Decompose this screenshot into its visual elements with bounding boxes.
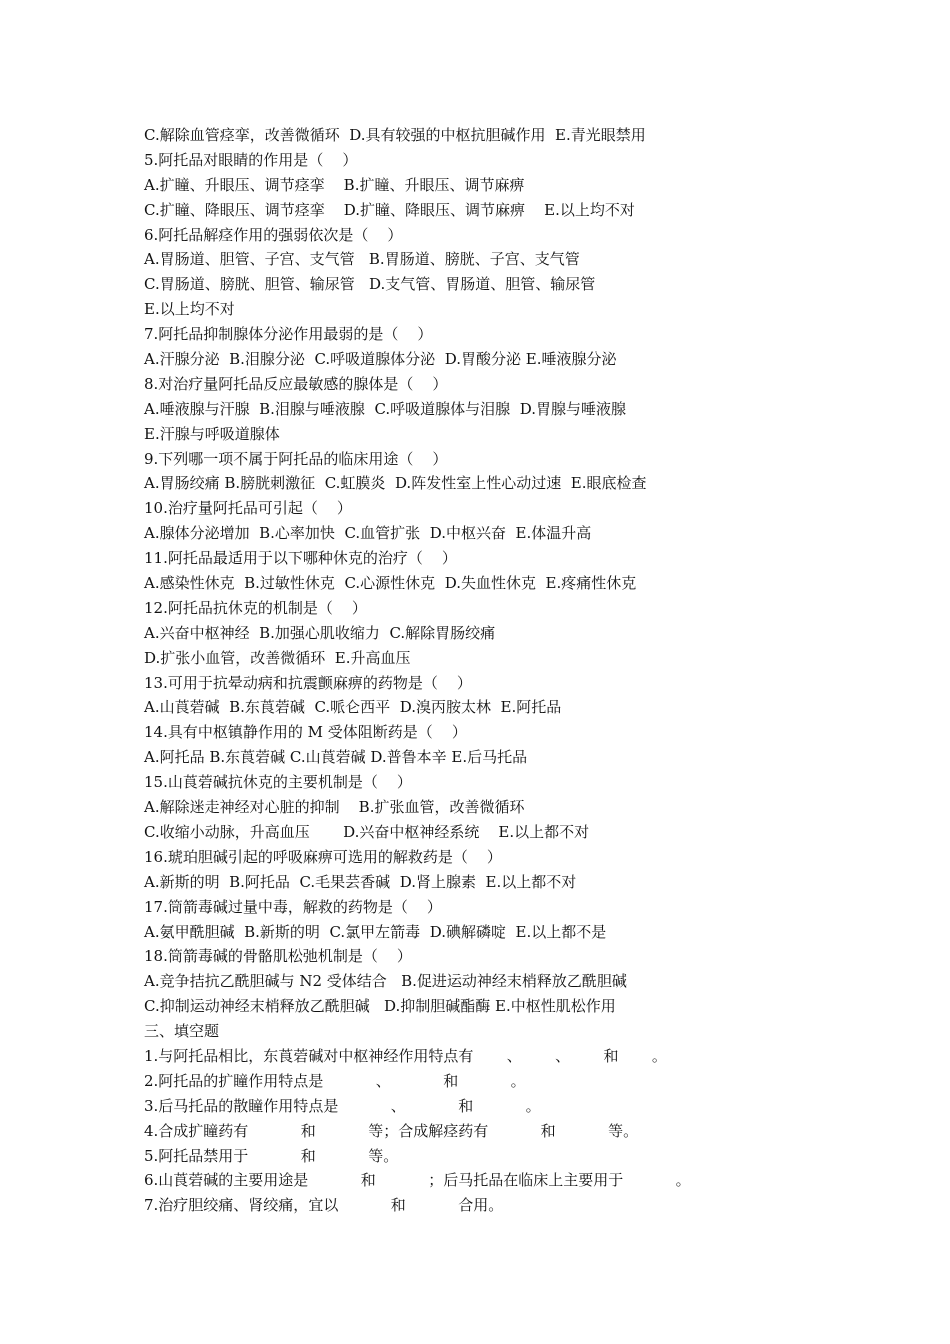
option-line: A.解除迷走神经对心脏的抑制 B.扩张血管，改善微循环	[144, 798, 525, 817]
option-line: A.阿托品 B.东莨菪碱 C.山莨菪碱 D.普鲁本辛 E.后马托品	[144, 748, 528, 767]
fill-blank-line: 3.后马托品的散瞳作用特点是 、 和 。	[144, 1096, 541, 1115]
question-line: 18.筒箭毒碱的骨骼肌松弛机制是（ ）	[144, 947, 412, 966]
option-line: A.氨甲酰胆碱 B.新斯的明 C.氯甲左箭毒 D.碘解磷啶 E.以上都不是	[144, 922, 607, 941]
option-line: C.抑制运动神经末梢释放乙酰胆碱 D.抑制胆碱酯酶 E.中枢性肌松作用	[144, 997, 616, 1016]
option-line: E.以上均不对	[144, 300, 235, 319]
option-line: C.扩瞳、降眼压、调节痉挛 D.扩瞳、降眼压、调节麻痹 E.以上均不对	[144, 200, 635, 219]
option-line: A.扩瞳、升眼压、调节痉挛 B.扩瞳、升眼压、调节麻痹	[144, 175, 525, 194]
fill-blank-line: 4.合成扩瞳药有 和 等；合成解痉药有 和 等。	[144, 1121, 639, 1140]
fill-blank-line: 6.山莨菪碱的主要用途是 和 ；后马托品在临床上主要用于 。	[144, 1171, 691, 1190]
fill-blank-line: 1.与阿托品相比，东莨菪碱对中枢神经作用特点有 、 、 和 。	[144, 1046, 667, 1065]
question-line: 15.山莨菪碱抗休克的主要机制是（ ）	[144, 773, 412, 792]
section-heading: 三、填空题	[144, 1022, 220, 1041]
option-line: A.胃肠道、胆管、子宫、支气管 B.胃肠道、膀胱、子宫、支气管	[144, 250, 580, 269]
option-line: A.竞争拮抗乙酰胆碱与 N2 受体结合 B.促进运动神经末梢释放乙酰胆碱	[144, 972, 627, 991]
question-line: 14.具有中枢镇静作用的 M 受体阻断药是（ ）	[144, 723, 467, 742]
question-line: 8.对治疗量阿托品反应最敏感的腺体是（ ）	[144, 374, 448, 393]
question-line: 9.下列哪一项不属于阿托品的临床用途（ ）	[144, 449, 448, 468]
option-line: C.收缩小动脉，升高血压 D.兴奋中枢神经系统 E.以上都不对	[144, 822, 590, 841]
option-line: A.汗腺分泌 B.泪腺分泌 C.呼吸道腺体分泌 D.胃酸分泌 E.唾液腺分泌	[144, 350, 617, 369]
question-line: 12.阿托品抗休克的机制是（ ）	[144, 598, 367, 617]
option-line: A.胃肠绞痛 B.膀胱刺激征 C.虹膜炎 D.阵发性室上性心动过速 E.眼底检查	[144, 474, 647, 493]
option-line: A.感染性休克 B.过敏性休克 C.心源性休克 D.失血性休克 E.疼痛性休克	[144, 574, 637, 593]
question-line: 13.可用于抗晕动病和抗震颤麻痹的药物是（ ）	[144, 673, 472, 692]
question-line: 11.阿托品最适用于以下哪种休克的治疗（ ）	[144, 549, 457, 568]
document-page	[144, 123, 924, 1218]
option-line: C.解除血管痉挛，改善微循环 D.具有较强的中枢抗胆碱作用 E.青光眼禁用	[144, 126, 646, 144]
fill-blank-line: 5.阿托品禁用于 和 等。	[144, 1146, 399, 1165]
question-line: 16.琥珀胆碱引起的呼吸麻痹可选用的解救药是（ ）	[144, 847, 502, 866]
fill-blank-line: 7.治疗胆绞痛、肾绞痛，宜以 和 合用。	[144, 1196, 504, 1215]
option-line: A.兴奋中枢神经 B.加强心肌收缩力 C.解除胃肠绞痛	[144, 623, 496, 642]
question-line: 17.筒箭毒碱过量中毒，解救的药物是（ ）	[144, 897, 442, 916]
option-line: A.腺体分泌增加 B.心率加快 C.血管扩张 D.中枢兴奋 E.体温升高	[144, 524, 592, 543]
question-line: 5.阿托品对眼睛的作用是（ ）	[144, 150, 358, 169]
option-line: A.山莨菪碱 B.东莨菪碱 C.哌仑西平 D.溴丙胺太林 E.阿托品	[144, 698, 562, 717]
option-line: A.新斯的明 B.阿托品 C.毛果芸香碱 D.肾上腺素 E.以上都不对	[144, 872, 577, 891]
option-line: A.唾液腺与汗腺 B.泪腺与唾液腺 C.呼吸道腺体与泪腺 D.胃腺与唾液腺	[144, 399, 626, 418]
question-line: 7.阿托品抑制腺体分泌作用最弱的是（ ）	[144, 325, 433, 344]
question-line: 10.治疗量阿托品可引起（ ）	[144, 499, 352, 518]
question-line: 6.阿托品解痉作用的强弱依次是（ ）	[144, 225, 403, 244]
option-line: C.胃肠道、膀胱、胆管、输尿管 D.支气管、胃肠道、胆管、输尿管	[144, 275, 596, 294]
option-line: E.汗腺与呼吸道腺体	[144, 424, 280, 443]
option-line: D.扩张小血管，改善微循环 E.升高血压	[144, 648, 411, 667]
fill-blank-line: 2.阿托品的扩瞳作用特点是 、 和 。	[144, 1071, 526, 1090]
